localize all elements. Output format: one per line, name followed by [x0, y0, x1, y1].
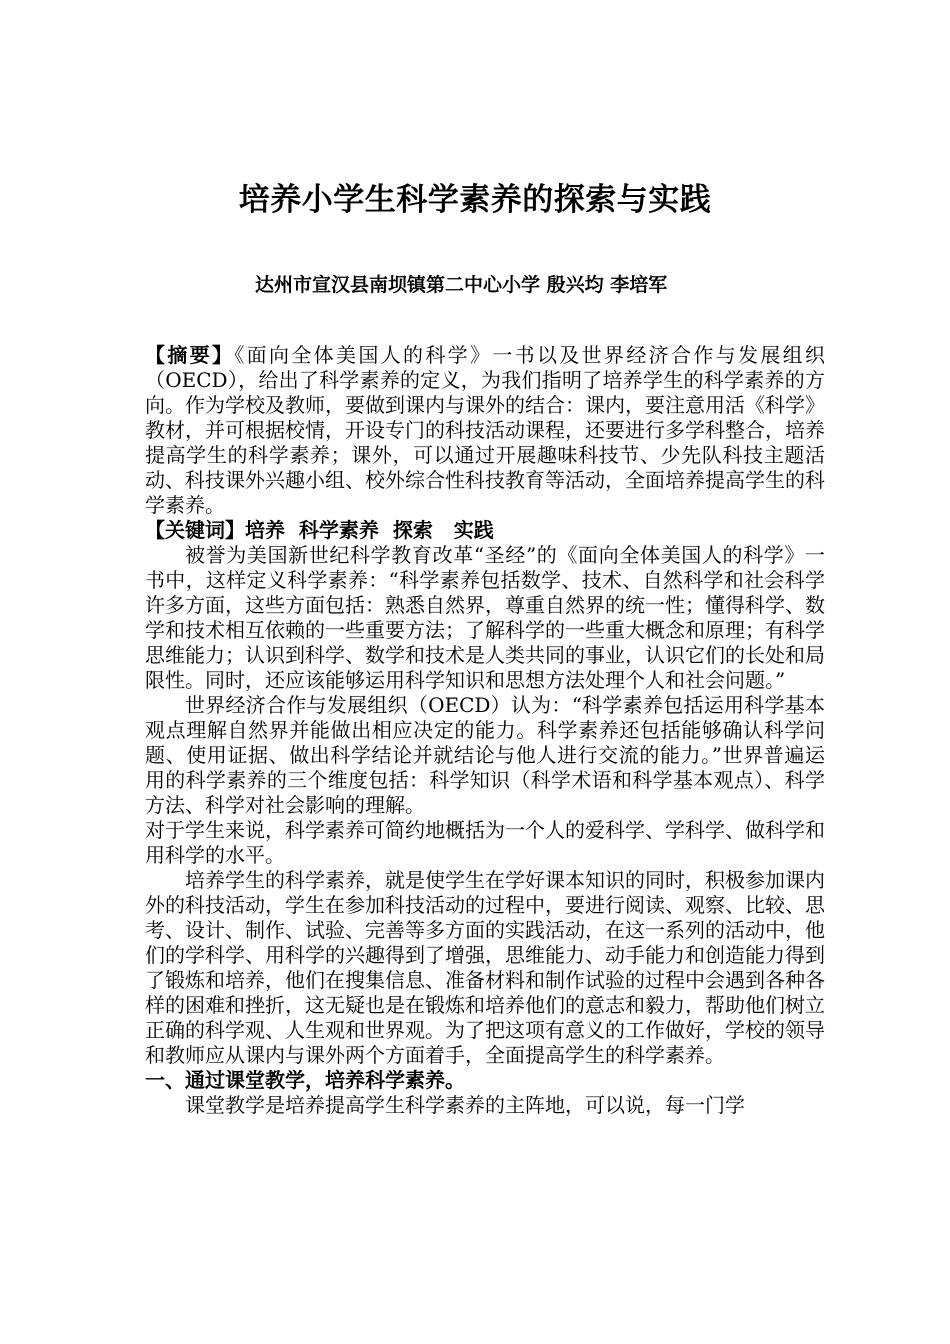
keywords-text: 培养 科学素养 探索 实践: [245, 518, 494, 542]
abstract-paragraph: [145, 343, 825, 518]
abstract-label: 【摘要】: [145, 343, 235, 367]
body-paragraph: 培养学生的科学素养，就是使学生在学好课本知识的同时，积极参加课内外的科技活动，学生在参加科技活动的过程中，要进行阅读、观察、比较、思考、设计、制作、试验、完善等多方面的实践活动，在这一系列的活动中，他们的学科学、用科学的兴趣得到了增强，思维能力、动手能力和创造能力得到了锻炼和培养，他们在搜集信息、准备材料和制作试验的过程中会遇到各种各样的困难和挫折，这无疑也是在锻炼和培养他们的意志和毅力，帮助他们树立正确的科学观、人生观和世界观。为了把这项有意义的工作做好，学校的领导和教师应从课内与课外两个方面着手，全面提高学生的科学素养。: [145, 868, 825, 1067]
body-paragraph: 课堂教学是培养提高学生科学素养的主阵地，可以说，每一门学: [185, 1093, 745, 1117]
body-paragraph: 被誉为美国新世纪科学教育改革“圣经”的《面向全体美国人的科学》一书中，这样定义科学素养：“科学素养包括数学、技术、自然科学和社会科学许多方面，这些方面包括：熟悉自然界，尊重自然界的统一性；懂得科学、数学和技术相互依赖的一些重要方法；了解科学的一些重大概念和原理；有科学思维能力；认识到科学、数学和技术是人类共同的事业，认识它们的长处和局限性。同时，还应该能够运用科学知识和思想方法处理个人和社会问题。”: [145, 543, 825, 692]
document-title: 培养小学生科学素养的探索与实践: [238, 182, 712, 218]
keywords-paragraph: [145, 518, 825, 543]
section-heading: 一、通过课堂教学，培养科学素养。: [145, 1068, 465, 1092]
body-paragraph: 世界经济合作与发展组织（OECD）认为：“科学素养包括运用科学基本观点理解自然界并能做出相应决定的能力。科学素养还包括能够确认科学问题、使用证据、做出科学结论并就结论与他人进行交流的能力。”世界普遍运用的科学素养的三个维度包括：科学知识（科学术语和科学基本观点）、科学方法、科学对社会影响的理解。: [145, 693, 825, 817]
body-paragraph: 对于学生来说，科学素养可简约地概括为一个人的爱科学、学科学、做科学和用科学的水平。: [145, 818, 825, 867]
document-body: [145, 343, 825, 1118]
keywords-label: 【关键词】: [145, 518, 245, 542]
author-line: 达州市宣汉县南坝镇第二中心小学 殷兴均 李培军: [255, 274, 668, 296]
abstract-text: 《面向全体美国人的科学》一书以及世界经济合作与发展组织（OECD），给出了科学素养的定义，为我们指明了培养学生的科学素养的方向。作为学校及教师，要做到课内与课外的结合：课内，要注意用活《科学》教材，并可根据校情，开设专门的科技活动课程，还要进行多学科整合，培养提高学生的科学素养；课外，可以通过开展趣味科技节、少先队科技主题活动、科技课外兴趣小组、校外综合性科技教育等活动，全面培养提高学生的科学素养。: [145, 343, 826, 517]
